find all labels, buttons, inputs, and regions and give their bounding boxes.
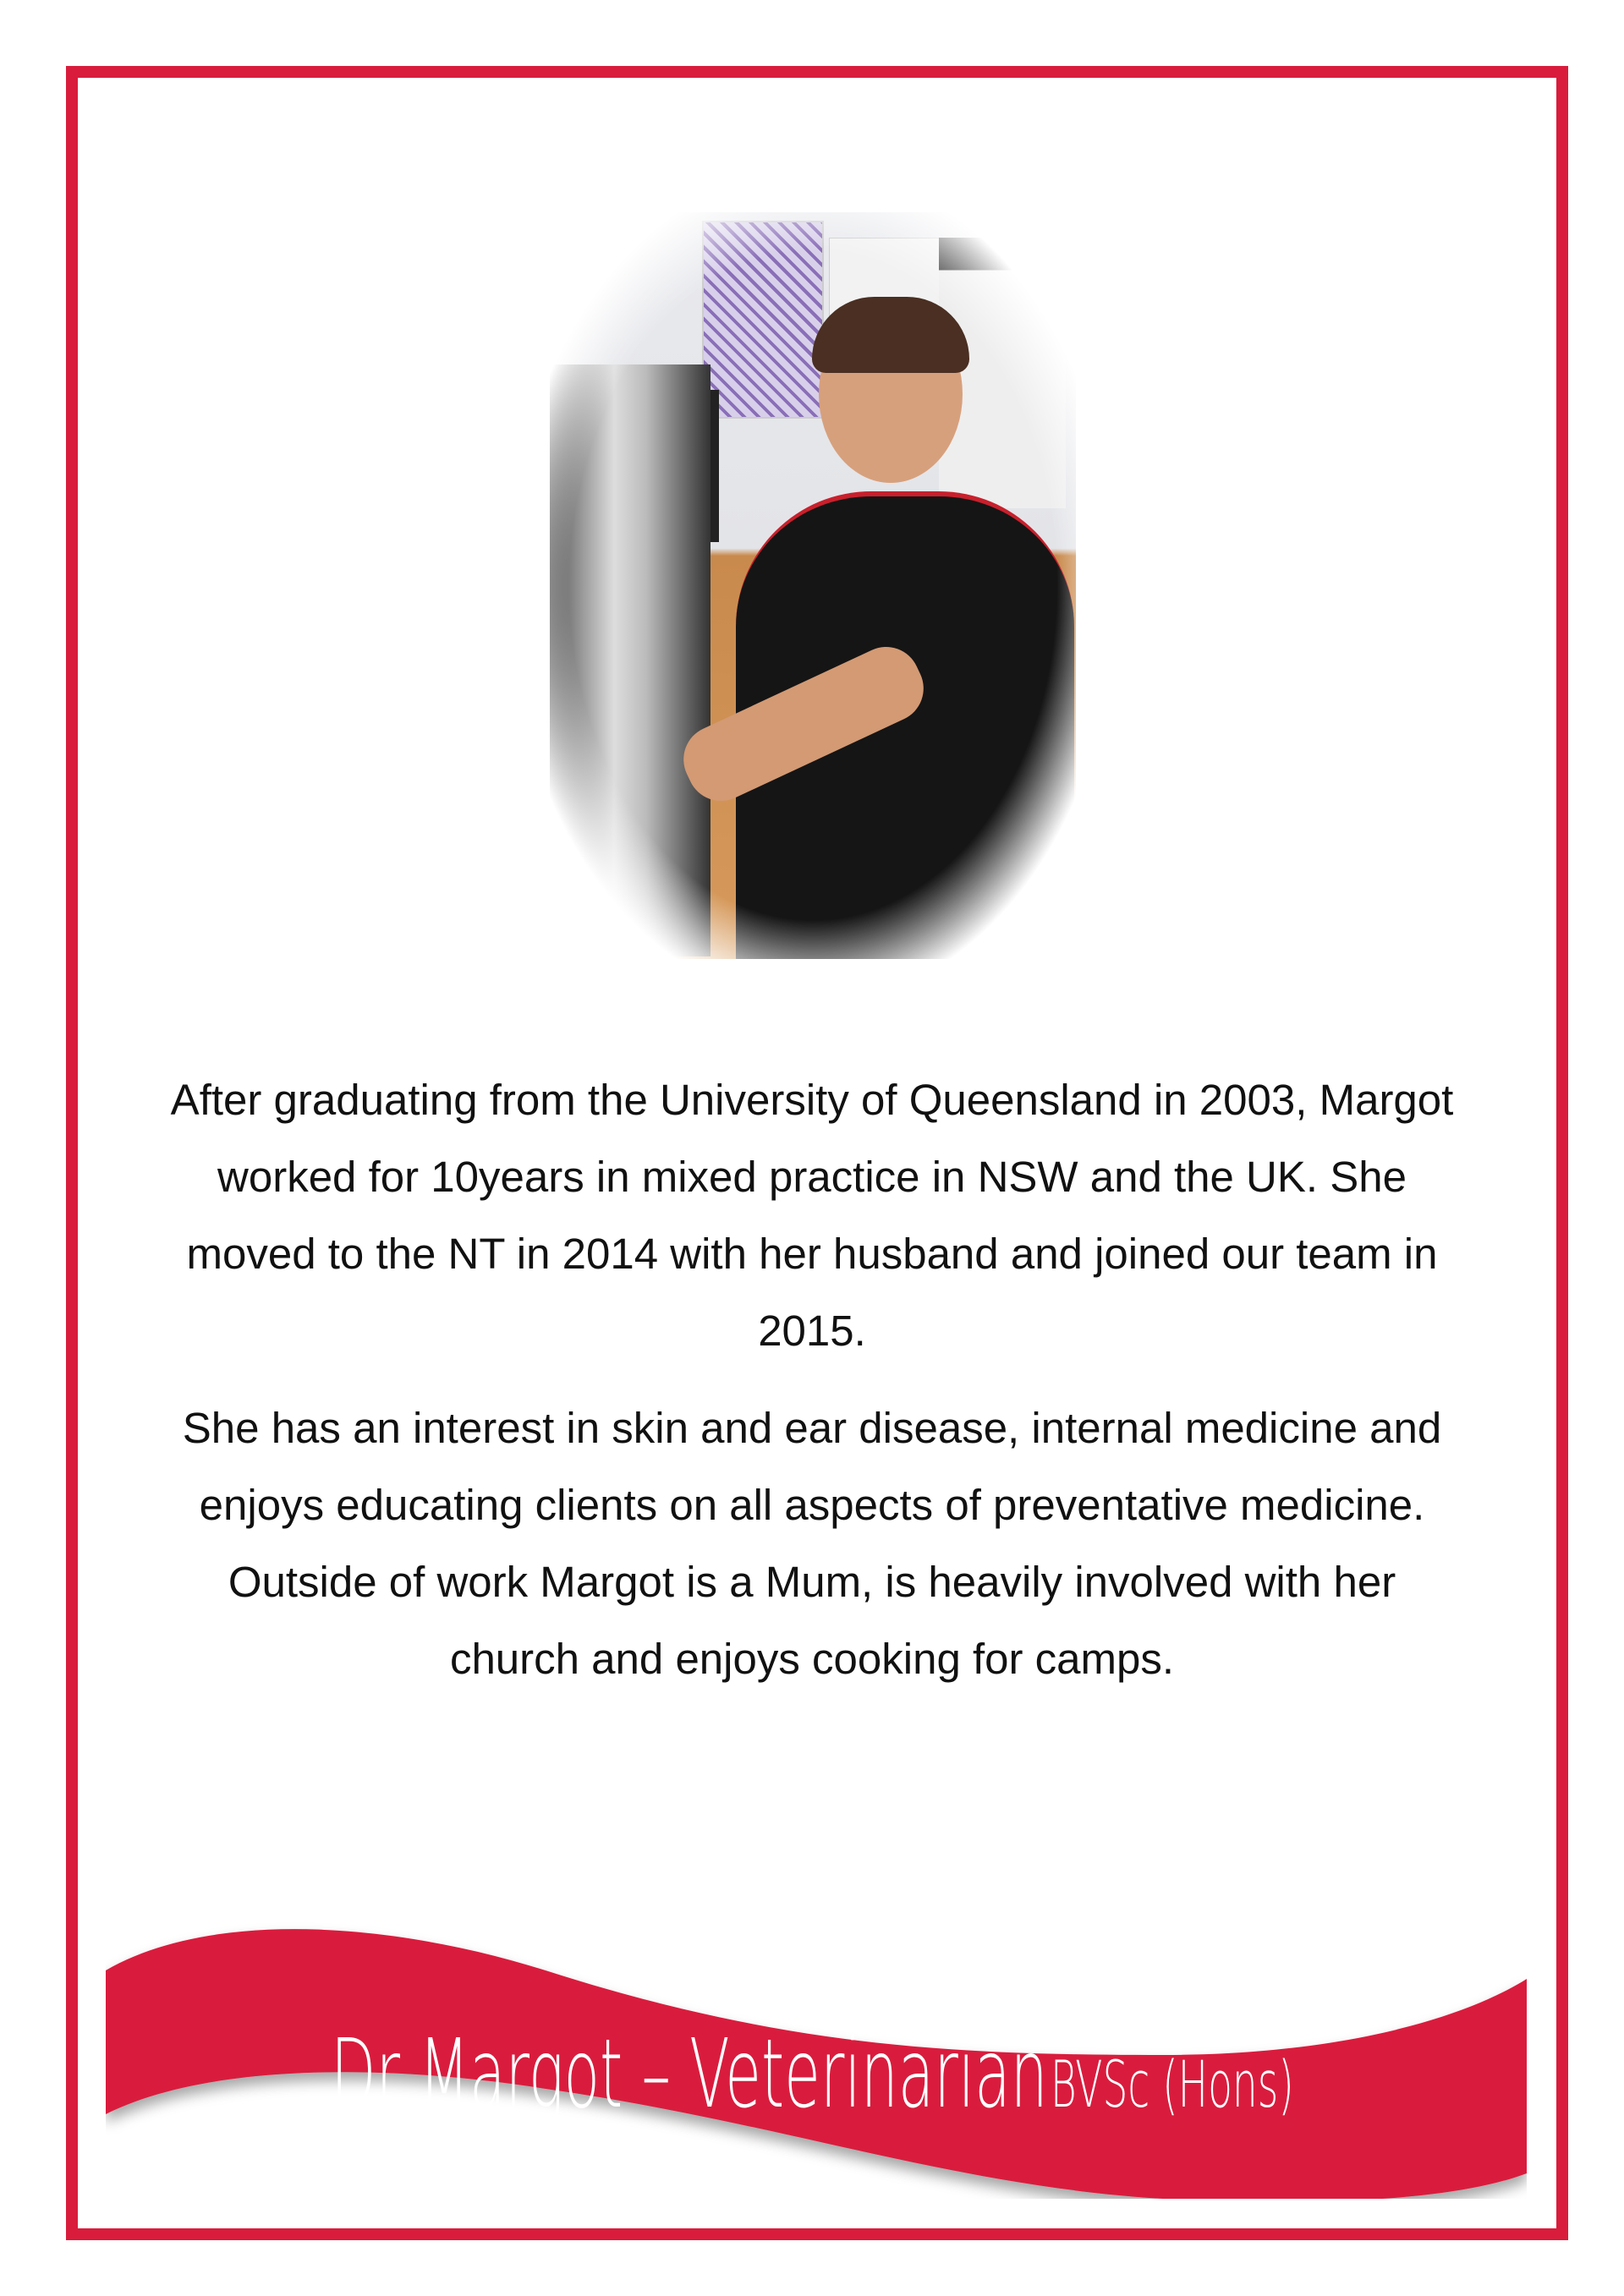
wall-poster — [702, 221, 824, 419]
bio-paragraph: She has an interest in skin and ear disease, internal medicine and enjoys educating clients on all aspects of preventative medicine. Outside of work Margot is a Mum, is heavily involved with her church and enjoys cooking for camps. — [182, 1404, 1442, 1683]
banner-title — [0, 2019, 1624, 2129]
profile-photo — [550, 212, 1076, 959]
credentials: BVSc (Hons) — [1050, 2047, 1294, 2122]
bio-text — [169, 1061, 1455, 1718]
microscope — [550, 364, 710, 956]
name-title: Dr Margot – Veterinarian — [330, 2019, 1048, 2129]
bio-paragraph: After graduating from the University of Queensland in 2003, Margot worked for 10years in mixed practice in NSW and the UK. She moved to the NT in 2014 with her husband and joined our team in 2015. — [170, 1076, 1454, 1355]
